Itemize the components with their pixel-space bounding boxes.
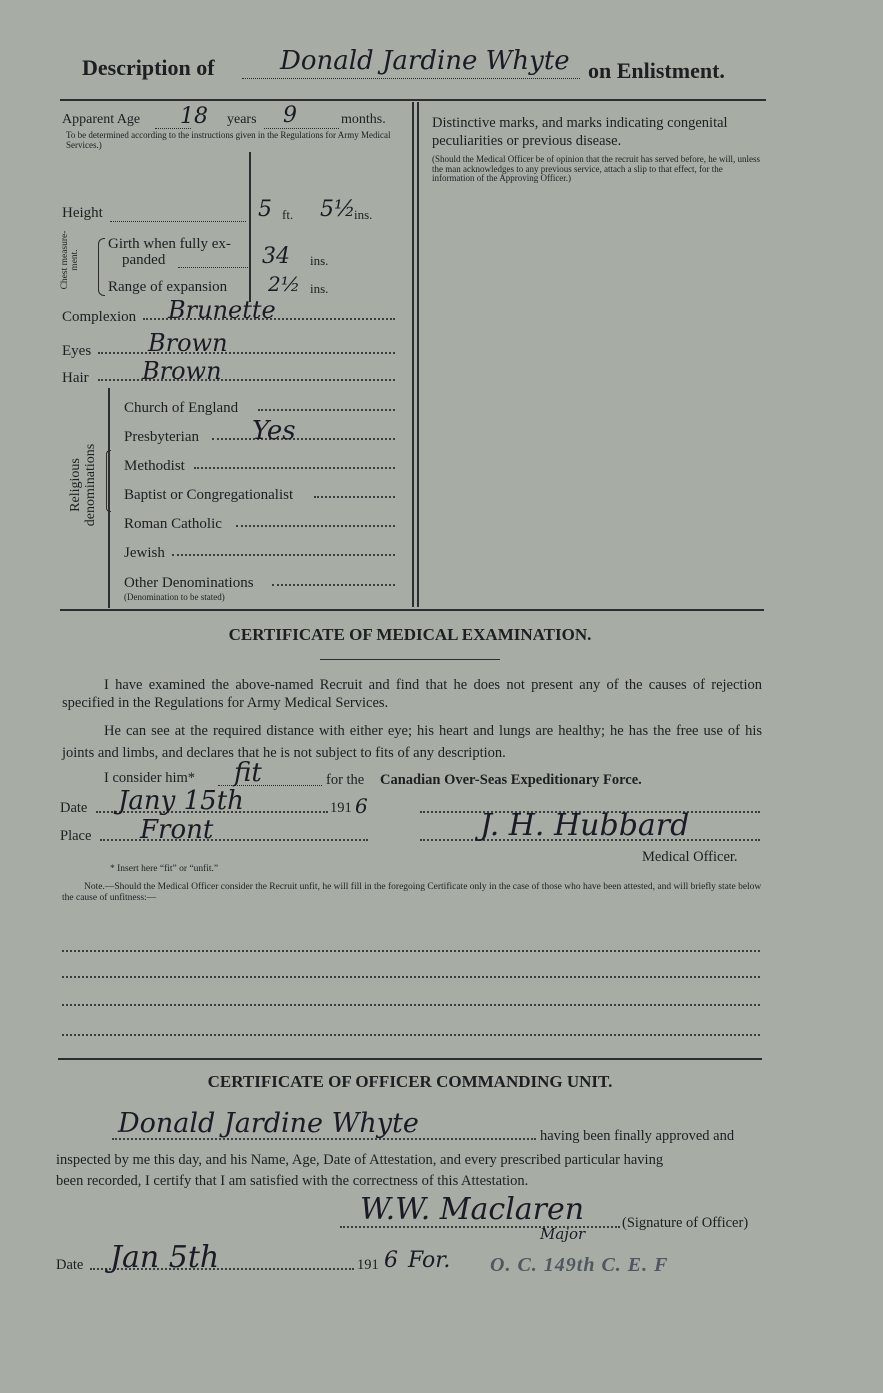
medical-paragraph-1: I have examined the above-named Recruit and find that he does not present any of the causes of rejection specified in the Regulations for Army Medical Services. bbox=[62, 677, 762, 711]
methodist: Methodist bbox=[124, 458, 185, 474]
enlistee-name-handwritten: Donald Jardine Whyte bbox=[280, 46, 570, 76]
girth-value: 34 bbox=[262, 244, 290, 269]
consider-label: I consider him* bbox=[104, 770, 196, 786]
height-leader bbox=[110, 207, 246, 222]
age-label: Apparent Age bbox=[62, 112, 141, 127]
co-signature-rank: Major bbox=[540, 1225, 586, 1243]
complexion-value: Brunette bbox=[168, 296, 276, 324]
girth-unit: ins. bbox=[310, 253, 329, 268]
distinctive-marks-heading: Distinctive marks, and marks indicating congenital peculiarities or previous disease. bbox=[432, 115, 728, 149]
jewish: Jewish bbox=[124, 545, 165, 561]
unfitness-line-4 bbox=[62, 1034, 760, 1036]
other-denominations: Other Denominations bbox=[124, 575, 254, 591]
baptist-line bbox=[314, 496, 395, 498]
months-label: months. bbox=[341, 112, 386, 127]
other-denominations-line bbox=[272, 584, 395, 586]
medical-officer-signature: J. H. Hubbard bbox=[480, 808, 690, 843]
title-prefix: Description of bbox=[82, 55, 215, 80]
eyes-line bbox=[98, 352, 395, 354]
unfitness-line-1 bbox=[62, 950, 760, 952]
presbyterian-mark: Yes bbox=[252, 416, 296, 446]
place-label: Place bbox=[60, 828, 92, 844]
co-date-label: Date bbox=[56, 1257, 84, 1273]
column-divider-right bbox=[417, 102, 419, 607]
co-enlistee-name-handwritten: Donald Jardine Whyte bbox=[118, 1108, 419, 1139]
co-date-value: Jan 5th bbox=[110, 1240, 220, 1275]
presbyterian-line bbox=[212, 438, 395, 440]
range-label: Range of expansion bbox=[108, 279, 228, 295]
church-of-england-line bbox=[258, 409, 395, 411]
consider-suffix: for the bbox=[326, 772, 365, 788]
medical-date-value: Jany 15th bbox=[118, 786, 244, 816]
medical-paragraph-2: He can see at the required distance with either eye; his heart and lungs are healthy; he has the free use of his joints and limbs, and declares that he is not subject to fits of any description. bbox=[62, 723, 762, 761]
eyes-value: Brown bbox=[148, 329, 228, 357]
ft-label: ft. bbox=[282, 207, 294, 222]
co-signature: W.W. Maclaren bbox=[360, 1192, 585, 1227]
commanding-officer-heading: CERTIFICATE OF OFFICER COMMANDING UNIT. bbox=[207, 1072, 613, 1091]
chest-bracket bbox=[98, 238, 105, 296]
unfitness-line-3 bbox=[62, 1004, 760, 1006]
unfitness-line-2 bbox=[62, 976, 760, 978]
co-unit-stamp: O. C. 149th C. E. F bbox=[490, 1254, 669, 1276]
baptist-congregationalist: Baptist or Congregationalist bbox=[124, 487, 294, 503]
co-year-prefix: 191 bbox=[357, 1257, 379, 1273]
age-note: To be determined according to the instructions given in the Regulations for Army Medical Services.) bbox=[66, 130, 391, 150]
roman-catholic-line bbox=[236, 525, 395, 527]
range-value: 2½ bbox=[268, 272, 301, 296]
religion-bracket bbox=[106, 450, 111, 512]
co-line-3: been recorded, I certify that I am satisfied with the correctness of this Attestation. bbox=[56, 1173, 529, 1189]
medical-year-prefix: 191 bbox=[330, 800, 352, 816]
force-name: Canadian Over-Seas Expeditionary Force. bbox=[380, 772, 642, 788]
section-rule-1 bbox=[60, 609, 764, 611]
jewish-line bbox=[172, 554, 395, 556]
hair-label: Hair bbox=[62, 370, 89, 386]
distinctive-marks-note: (Should the Medical Officer be of opinion that the recruit has served before, he will, unless the man acknowledges to any previous service, attach a slip to that effect, for the information of the Approving Officer.) bbox=[432, 154, 760, 183]
religious-denominations-label: Religious denominations bbox=[68, 443, 98, 527]
title-suffix: on Enlistment. bbox=[588, 58, 725, 83]
height-label: Height bbox=[62, 205, 103, 221]
complexion-label: Complexion bbox=[62, 309, 137, 325]
years-label: years bbox=[227, 112, 257, 127]
eyes-label: Eyes bbox=[62, 343, 92, 359]
co-line-2: inspected by me this day, and his Name, Age, Date of Attestation, and every prescribed particular having bbox=[56, 1152, 664, 1168]
girth-label-1: Girth when fully ex- bbox=[108, 236, 231, 252]
value-column-divider bbox=[249, 152, 251, 302]
co-signature-label: (Signature of Officer) bbox=[622, 1215, 749, 1231]
medical-certificate-heading: CERTIFICATE OF MEDICAL EXAMINATION. bbox=[228, 625, 592, 644]
column-divider-left bbox=[412, 102, 414, 607]
section-rule-2 bbox=[58, 1058, 762, 1060]
age-years-value: 18 bbox=[180, 104, 208, 129]
roman-catholic: Roman Catholic bbox=[124, 516, 222, 532]
other-denominations-note: (Denomination to be stated) bbox=[124, 592, 225, 602]
hair-value: Brown bbox=[142, 357, 222, 385]
church-of-england: Church of England bbox=[124, 400, 239, 416]
presbyterian: Presbyterian bbox=[124, 429, 199, 445]
ins-label: ins. bbox=[354, 207, 373, 222]
methodist-line bbox=[194, 467, 395, 469]
co-line1-suffix: having been finally approved and bbox=[540, 1128, 735, 1144]
co-for-text: For. bbox=[408, 1248, 451, 1273]
height-ft-value: 5 bbox=[258, 197, 272, 222]
fit-footnote: * Insert here “fit” or “unfit.” bbox=[110, 864, 219, 874]
medical-officer-title: Medical Officer. bbox=[642, 849, 738, 865]
medical-date-label: Date bbox=[60, 800, 88, 816]
place-value: Front bbox=[140, 815, 214, 845]
consider-value: fit bbox=[234, 758, 262, 788]
co-year-digit: 6 bbox=[384, 1248, 398, 1273]
age-months-line bbox=[264, 113, 339, 129]
medical-heading-underline bbox=[320, 659, 500, 660]
girth-leader bbox=[178, 254, 248, 268]
chest-measurement-label: Chest measure-ment. bbox=[60, 230, 80, 290]
medical-year-digit: 6 bbox=[355, 794, 368, 818]
header-rule bbox=[60, 99, 766, 101]
height-in-value: 5½ bbox=[320, 197, 356, 222]
range-unit: ins. bbox=[310, 281, 329, 296]
unfitness-note: Note.—Should the Medical Officer consider the Recruit unfit, he will fill in the foregoing Certificate only in the case of those who have been attested, and will briefly state below the cause of unfitness:— bbox=[62, 882, 762, 903]
girth-label-2: panded bbox=[122, 252, 166, 268]
age-months-value: 9 bbox=[283, 103, 297, 128]
